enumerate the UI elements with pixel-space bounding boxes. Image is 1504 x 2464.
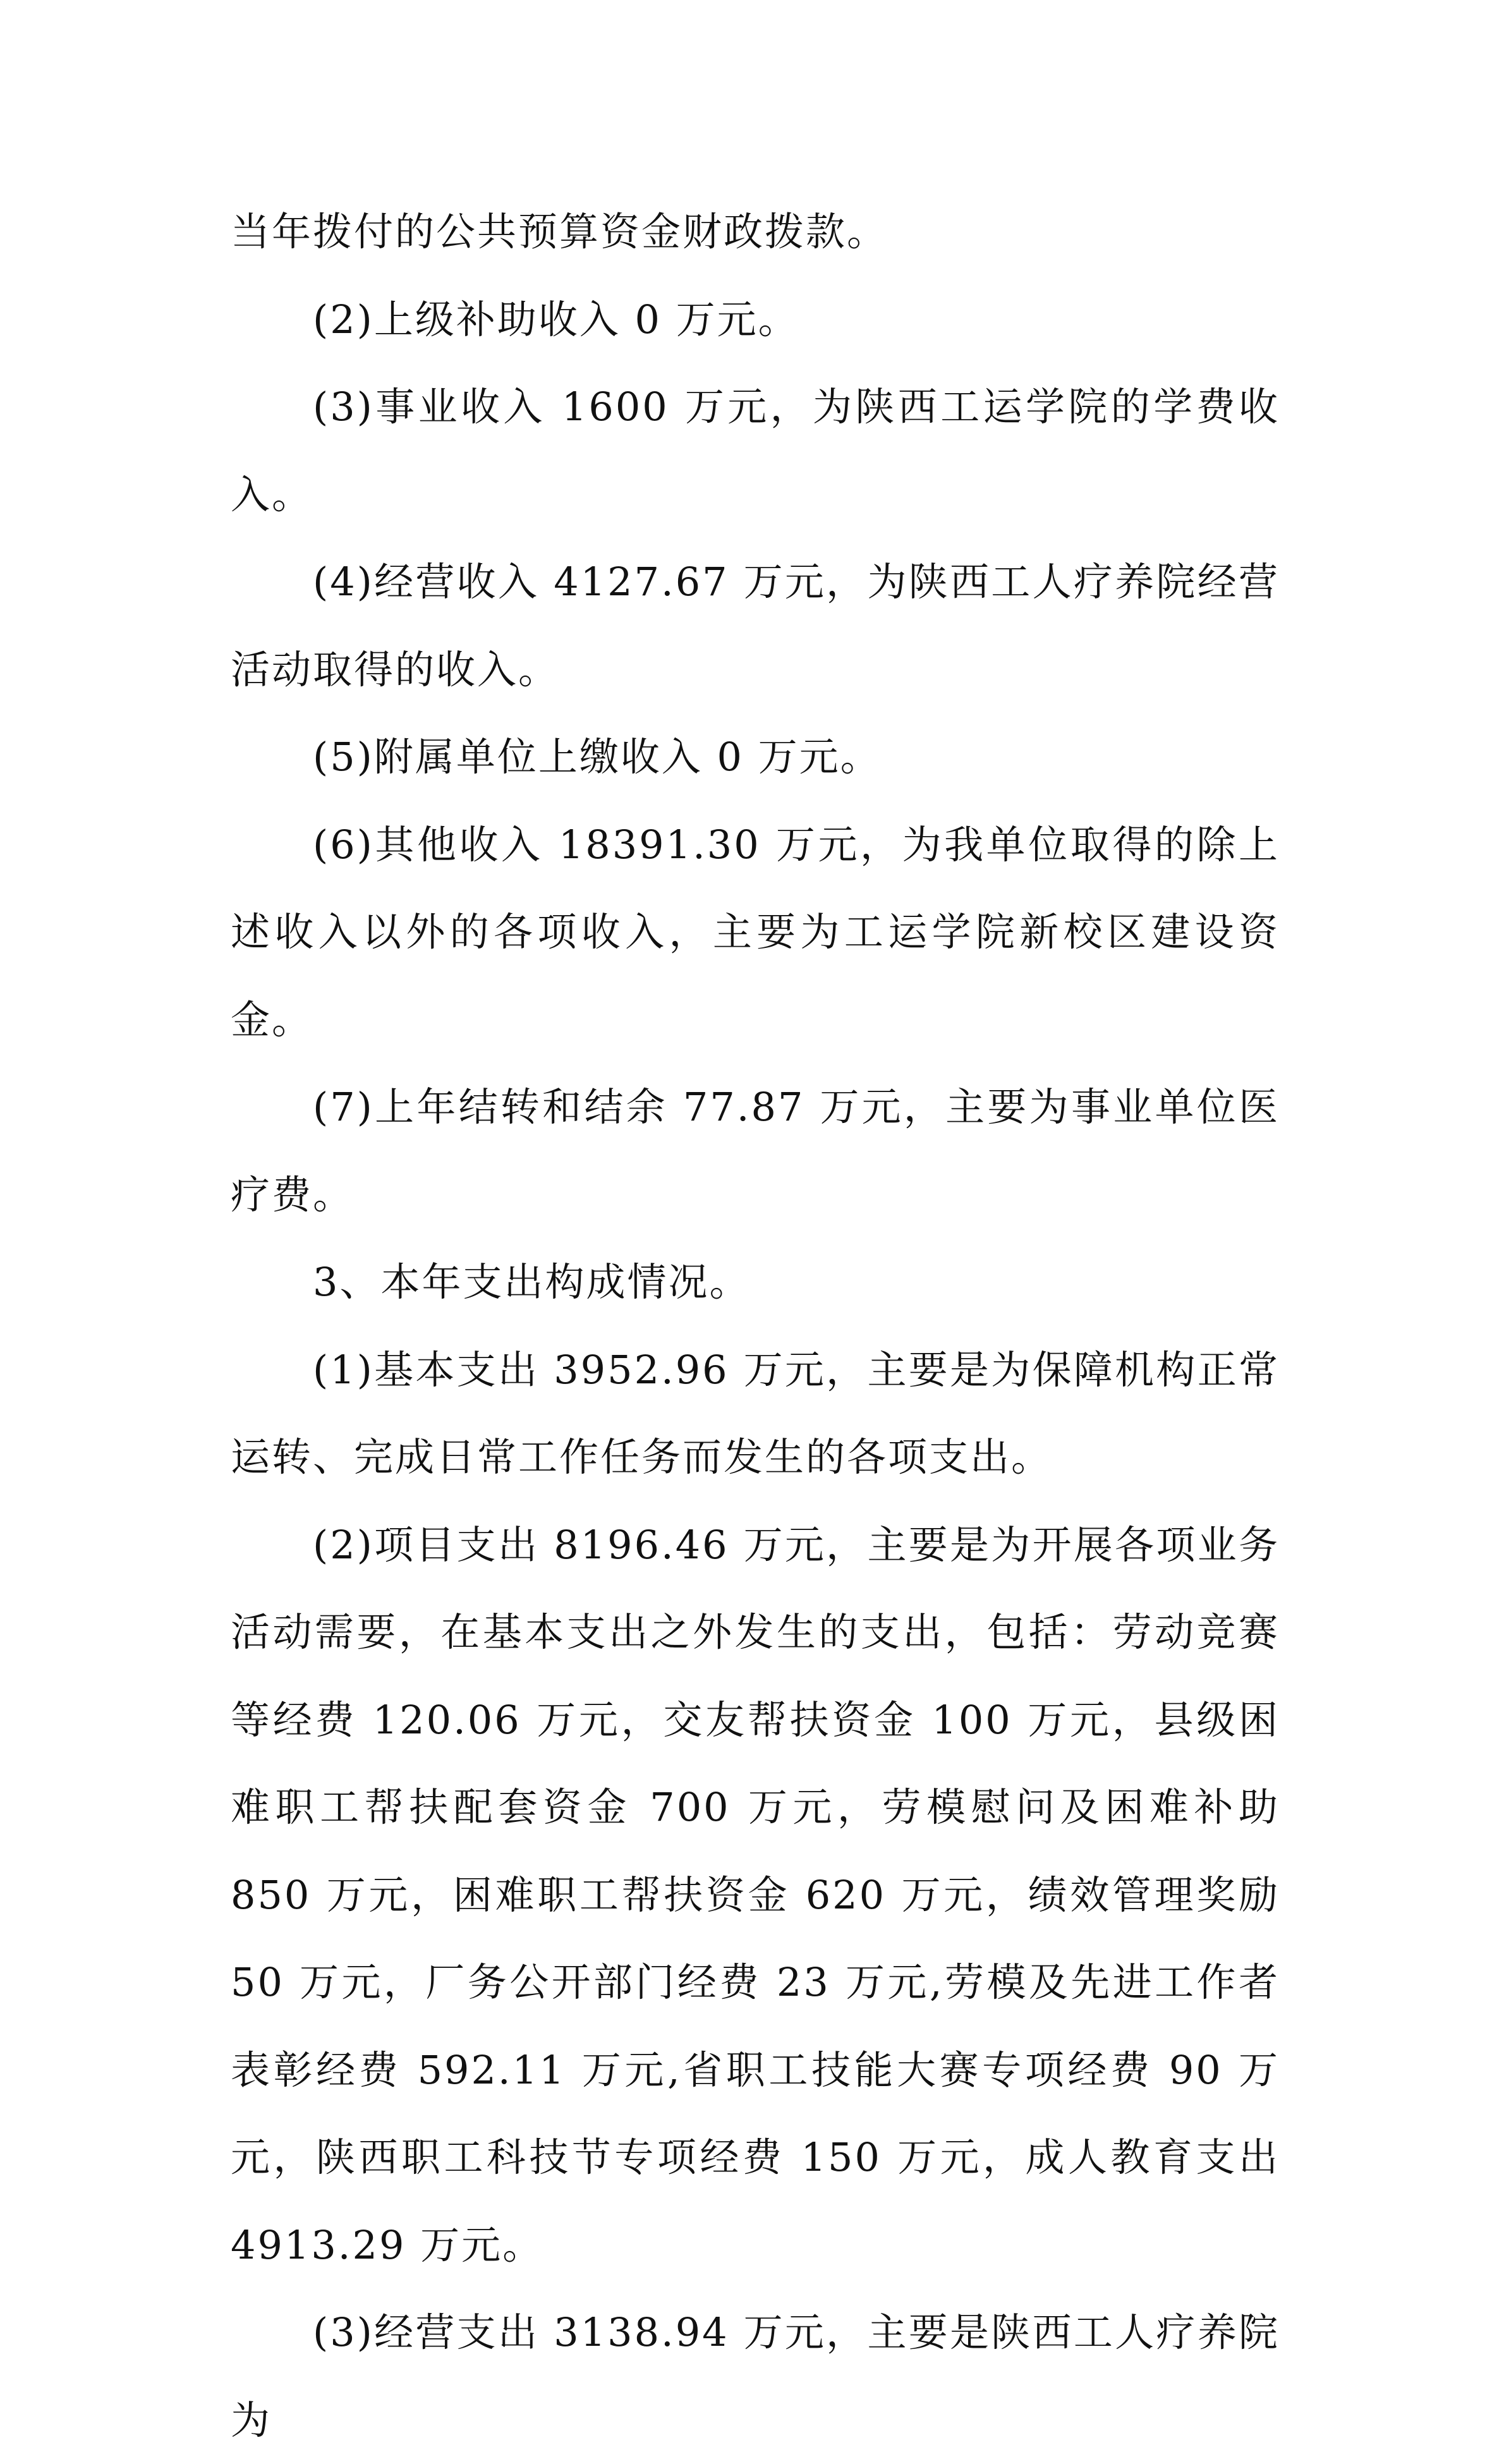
paragraph-basic-expenditure: (1)基本支出 3952.96 万元，主要是为保障机构正常运转、完成日常工作任务而发生的各项支出。 <box>231 1346 1280 1480</box>
paragraph-business-income: (3)事业收入 1600 万元，为陕西工运学院的学费收入。 <box>231 384 1280 518</box>
paragraph-project-expenditure: (2)项目支出 8196.46 万元，主要是为开展各项业务活动需要，在基本支出之外发生的支出，包括：劳动竞赛等经费 120.06 万元，交友帮扶资金 100 万元，县级困难职工帮扶配套资金 700 万元，劳模慰问及困难补助 850 万元，困难职工帮扶资金 620 万元，绩效管理奖励 50 万元，厂务公开部门经费 23 万元,劳模及先进工作者表彰经费 592.11 万元,省职工技能大赛专项经费 90 万元，陕西职工科技节专项经费 150 万元，成人教育支出 4913.29 万元。 <box>231 1521 1280 2268</box>
document-body <box>231 188 1280 2464</box>
paragraph-affiliated-unit-income: (5)附属单位上缴收入 0 万元。 <box>313 734 882 780</box>
paragraph-superior-subsidy-income: (2)上级补助收入 0 万元。 <box>313 296 799 343</box>
paragraph-other-income: (6)其他收入 18391.30 万元，为我单位取得的除上述收入以外的各项收入，主要为工运学院新校区建设资金。 <box>231 821 1280 1043</box>
paragraph-carryover-balance: (7)上年结转和结余 77.87 万元，主要为事业单位医疗费。 <box>231 1084 1280 1218</box>
section-heading-expenditure: 3、本年支出构成情况。 <box>313 1259 751 1305</box>
paragraph-continuation: 当年拨付的公共预算资金财政拨款。 <box>231 209 888 255</box>
paragraph-operating-income: (4)经营收入 4127.67 万元，为陕西工人疗养院经营活动取得的收入。 <box>231 559 1280 693</box>
paragraph-operating-expenditure: (3)经营支出 3138.94 万元，主要是陕西工人疗养院为 <box>231 2309 1280 2443</box>
